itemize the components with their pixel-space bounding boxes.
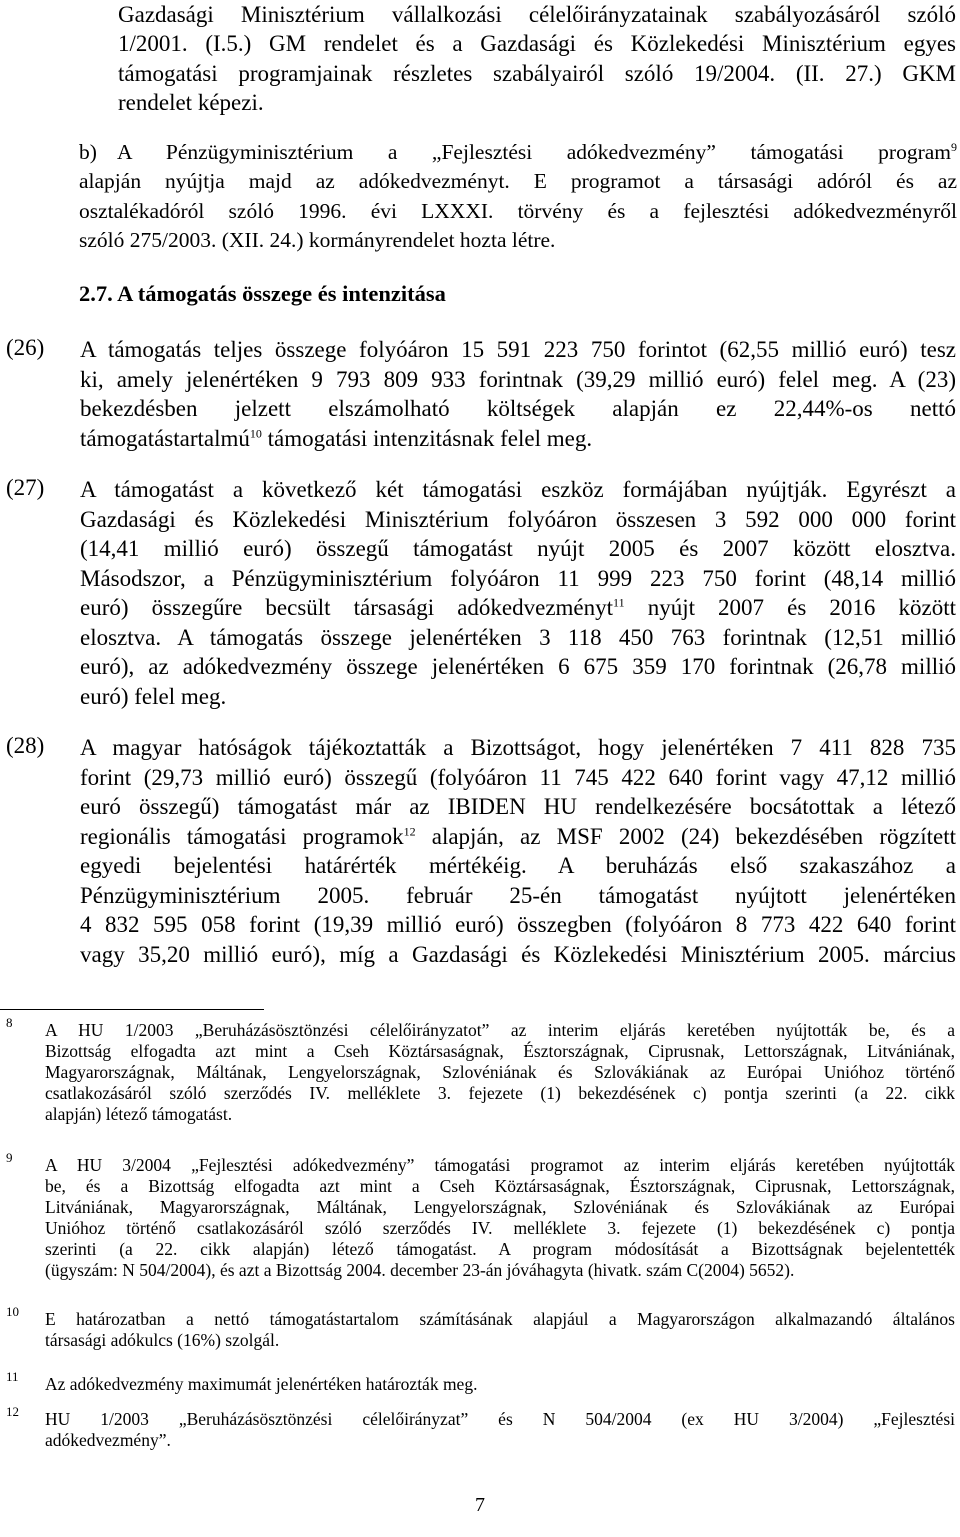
paragraph-line: A támogatás teljes összege folyóáron 15 591 223 750 forintot (62,55 millió euró) tesz — [80, 337, 956, 362]
intro-line: rendelet képezi. — [118, 89, 264, 115]
section-heading: 2.7. A támogatás összege és intenzitása — [79, 281, 446, 306]
footnote-separator — [0, 1009, 264, 1010]
paragraph-28 — [80, 733, 956, 969]
paragraph-line-text: támogatástartalmú — [80, 425, 250, 451]
paragraph-line: euró összegű) támogatást már az IBIDEN HU rendelkezésére bocsátottak a létező — [80, 794, 956, 819]
footnote-line: A HU 1/2003 „Beruházásösztönzési célelőirányzatot” az interim eljárás keretében nyújtották be, és a — [45, 1020, 955, 1040]
paragraph-line — [80, 424, 956, 454]
footnote-text — [45, 1155, 955, 1281]
paragraph-line: 4 832 595 058 forint (19,39 millió euró) összegben (folyóáron 8 773 422 640 forint — [80, 912, 956, 937]
footnote-text — [45, 1374, 955, 1395]
paragraph-line: euró) felel meg. — [80, 683, 227, 709]
paragraph-line: vagy 35,20 millió euró), míg a Gazdasági és Közlekedési Minisztérium 2005. március — [80, 941, 956, 967]
paragraph-number-27: (27) — [6, 475, 45, 500]
intro-paragraph — [118, 0, 956, 117]
point-b-line — [79, 138, 957, 167]
paragraph-line — [80, 593, 956, 623]
intro-line: Gazdasági Minisztérium vállalkozási célelőirányzatainak szabályozásáról szóló — [118, 2, 956, 27]
footnote-number: 11 — [6, 1369, 19, 1384]
footnote-line: E határozatban a nettó támogatástartalom számításának alapjául a Magyarországon alkalmazandó általános — [45, 1309, 955, 1329]
paragraph-line: A támogatást a következő két támogatási eszköz formájában nyújtják. Egyrészt a — [80, 477, 956, 502]
point-b-line-text: A Pénzügyminisztérium a „Fejlesztési adókedvezmény” támogatási program — [117, 140, 951, 164]
paragraph-line: Másodszor, a Pénzügyminisztérium folyóáron 11 999 223 750 forint (48,14 millió — [80, 565, 956, 591]
footnote-line: szerinti (a 22. cikk alapján) létező támogatást. A program módosítását a Bizottságnak bejelentették — [45, 1239, 955, 1259]
paragraph-line — [80, 822, 956, 852]
paragraph-line-text: nyújt 2007 és 2016 között — [624, 595, 956, 620]
footnote-number: 8 — [6, 1015, 13, 1030]
paragraph-26 — [80, 335, 956, 453]
footnote-number: 9 — [6, 1150, 13, 1165]
paragraph-line: Gazdasági és Közlekedési Minisztérium folyóáron összesen 3 592 000 000 forint — [80, 506, 956, 532]
intro-line: támogatási programjainak részletes szabályairól szóló 19/2004. (II. 27.) GKM — [118, 60, 956, 86]
footnote-line: adókedvezmény”. — [45, 1430, 171, 1450]
footnote-text — [45, 1409, 955, 1451]
footnote-line: Litvániának, Magyarországnak, Máltának, Lengyelországnak, Szlovéniának és Szlovákiának az Európai — [45, 1197, 955, 1217]
footnote-number: 12 — [6, 1404, 19, 1419]
point-b-paragraph — [79, 138, 957, 255]
footnote-ref-12: 12 — [403, 823, 416, 838]
footnote-line: csatlakozásáról szóló szerződés IV. melléklete 3. fejezete (1) bekezdésének c) pontja szerinti (a 22. cikk — [45, 1083, 955, 1103]
paragraph-line-text: alapján, az MSF 2002 (24) bekezdésében rögzített — [415, 823, 956, 849]
footnote-line: alapján) létező támogatást. — [45, 1104, 233, 1124]
footnote-ref-9: 9 — [951, 139, 957, 154]
footnote-line: Bizottság elfogadta azt mint a Cseh Köztársaságnak, Észtországnak, Ciprusnak, Lettországnak, Litvániának, — [45, 1041, 955, 1061]
point-b-line: osztalékadóról szóló 1996. évi LXXXI. törvény és a fejlesztési adókedvezményről — [79, 198, 957, 223]
footnote-line: (ügyszám: N 504/2004), és azt a Bizottság 2004. december 23-án jóváhagyta (hivatk. szám C(2004) 5652). — [45, 1260, 795, 1280]
point-b-line: szóló 275/2003. (XII. 24.) kormányrendelet hozta létre. — [79, 227, 556, 252]
paragraph-number-26: (26) — [6, 335, 45, 360]
paragraph-line: egyedi bejelentési határérték mértékéig. A beruházás első szakaszához a — [80, 853, 956, 878]
footnote-line: HU 1/2003 „Beruházásösztönzési célelőirányzat” és N 504/2004 (ex HU 3/2004) „Fejlesztési — [45, 1409, 955, 1429]
footnote-line: Unióhoz történő csatlakozásáról szóló szerződés IV. melléklete 3. fejezete (1) bekezdésének c) pontja — [45, 1218, 955, 1238]
footnote-ref-10: 10 — [249, 425, 262, 440]
point-b-line: alapján nyújtja majd az adókedvezményt. E programot a társasági adóról és az — [79, 169, 957, 194]
footnote-ref-11: 11 — [613, 595, 625, 610]
paragraph-line-text: regionális támogatási programok — [80, 823, 404, 849]
paragraph-line-text: támogatási intenzitásnak felel meg. — [261, 425, 593, 451]
paragraph-line: forint (29,73 millió euró) összegű (folyóáron 11 745 422 640 forint vagy 47,12 millió — [80, 764, 956, 790]
footnote-text — [45, 1020, 955, 1125]
paragraph-line: A magyar hatóságok tájékoztatták a Bizottságot, hogy jelenértéken 7 411 828 735 — [80, 735, 956, 760]
footnote-line: be, és a Bizottság elfogadta azt mint a Cseh Köztársaságnak, Észtországnak, Ciprusnak, Lettországnak, — [45, 1176, 955, 1196]
footnote-line: társasági adókulcs (16%) szolgál. — [45, 1330, 280, 1350]
intro-line: 1/2001. (I.5.) GM rendelet és a Gazdasági és Közlekedési Minisztérium egyes — [118, 31, 956, 57]
paragraph-line: (14,41 millió euró) összegű támogatást nyújt 2005 és 2007 között elosztva. — [80, 536, 956, 561]
footnote-line: Az adókedvezmény maximumát jelenértéken határozták meg. — [45, 1374, 478, 1394]
paragraph-line: ki, amely jelenértéken 9 793 809 933 forintnak (39,29 millió euró) felel meg. A (23) — [80, 366, 956, 392]
point-b-label: b) — [79, 140, 97, 164]
paragraph-line: euró), az adókedvezmény összege jelenértéken 6 675 359 170 forintnak (26,78 millió — [80, 654, 956, 679]
footnote-line: Magyarországnak, Máltának, Lengyelországnak, Szlovéniának és Szlovákiának az Európai Unióhoz történő — [45, 1062, 955, 1082]
paragraph-line: bekezdésben jelzett elszámolható költségek alapján ez 22,44%-os nettó — [80, 396, 956, 421]
paragraph-line: elosztva. A támogatás összege jelenértéken 3 118 450 763 forintnak (12,51 millió — [80, 624, 956, 650]
paragraph-number-28: (28) — [6, 733, 45, 758]
paragraph-27 — [80, 475, 956, 711]
paragraph-line: Pénzügyminisztérium 2005. február 25-én támogatást nyújtott jelenértéken — [80, 882, 956, 908]
footnote-line: A HU 3/2004 „Fejlesztési adókedvezmény” támogatási programot az interim eljárás keretében nyújtották — [45, 1155, 955, 1175]
footnote-text — [45, 1309, 955, 1351]
footnote-number: 10 — [6, 1304, 19, 1319]
page-number: 7 — [475, 1494, 485, 1516]
paragraph-line-text: euró) összegűre becsült társasági adókedvezményt — [80, 595, 614, 620]
